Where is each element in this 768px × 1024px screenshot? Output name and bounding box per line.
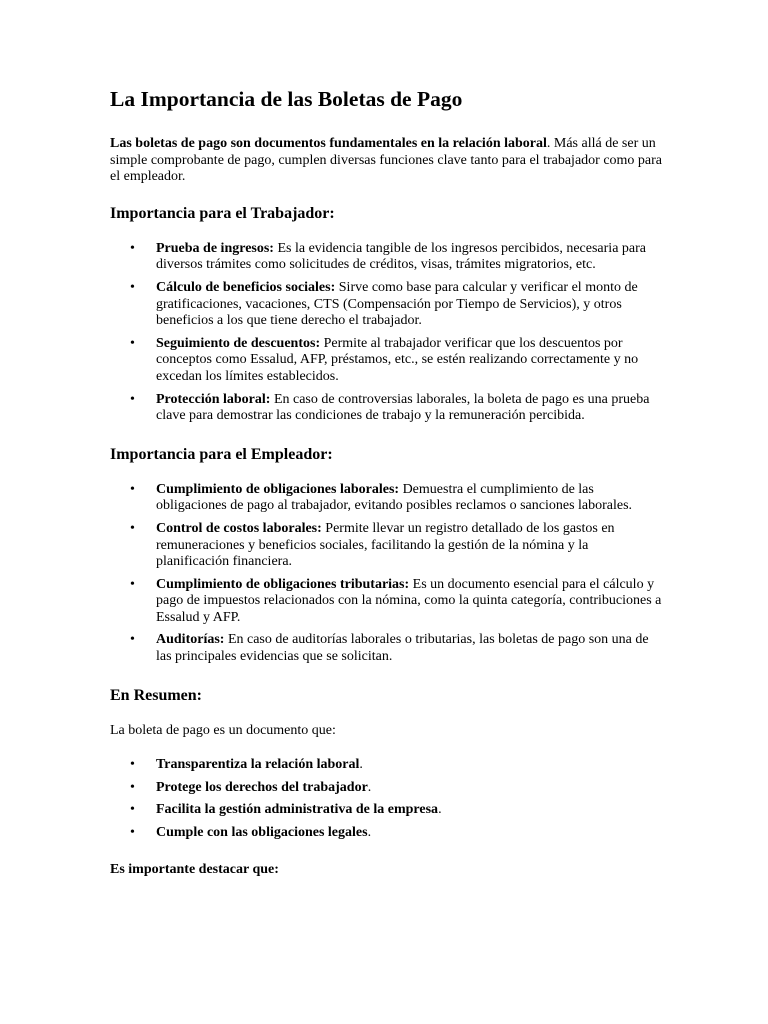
bullet-icon: • [130,240,135,256]
item-text: En caso de auditorías laborales o tributarias, las boletas de pago son una de las principales evidencias que se solicitan. [156,632,649,665]
item-text: Permite al trabajador verificar que los descuentos por conceptos como Essalud, AFP, préstamos, etc., se estén realizando correctamente y no excedan los límites establecidos. [156,335,639,384]
list-item [130,391,662,425]
item-text: Es un documento esencial para el cálculo y pago de impuestos relacionados con la nómina, como la quinta categoría, contribuciones a Essalud y AFP. [156,576,662,625]
bullet-icon: • [130,802,135,818]
summary-heading: En Resumen: [110,686,203,704]
item-bold: Auditorías: [156,632,225,648]
item-bold: Transparentiza la relación laboral [156,757,360,773]
item-bold: Prueba de ingresos: [156,240,274,256]
list-item [130,779,662,797]
bullet-icon: • [130,335,135,351]
bullet-icon: • [130,391,135,407]
document-page [110,86,662,896]
closing-paragraph [110,862,662,879]
item-bold: Control de costos laborales: [156,520,322,536]
document-title: La Importancia de las Boletas de Pago [110,87,463,111]
list-item [130,825,662,842]
summary-lead: La boleta de pago es un documento que: [110,722,336,738]
bullet-icon: • [130,520,135,536]
bullet-icon: • [130,757,135,773]
list-item [130,240,662,274]
intro-paragraph [110,136,662,186]
item-bold: Facilita la gestión administrativa de la empresa [156,802,439,818]
bullet-icon: • [130,632,135,648]
bullet-icon: • [130,279,135,295]
summary-list [110,757,662,841]
item-text: Es la evidencia tangible de los ingresos percibidos, necesaria para diversos trámites como solicitudes de créditos, visas, trámites migratorios, etc. [156,240,646,273]
list-item [130,802,662,819]
item-text: En caso de controversias laborales, la boleta de pago es una prueba clave para demostrar las condiciones de trabajo y la remuneración percibida. [156,391,650,424]
bullet-icon: • [130,481,135,497]
employer-heading: Importancia para el Empleador: [110,445,333,463]
list-item [130,632,662,665]
item-bold: Cumple con las obligaciones legales [156,825,368,841]
item-bold: Protección laboral: [156,391,271,407]
list-item [130,520,662,571]
list-item [130,576,662,627]
employer-list [110,482,662,666]
item-bold: Cumplimiento de obligaciones laborales: [156,481,400,497]
bullet-icon: • [130,779,135,795]
bullet-icon: • [130,825,135,841]
item-bold: Cumplimiento de obligaciones tributarias: [156,576,410,592]
item-bold: Seguimiento de descuentos: [156,335,321,351]
item-text: . [367,779,372,795]
item-text: Permite llevar un registro detallado de los gastos en remuneraciones y beneficios sociales, facilitando la gestión de la nómina y la planificación financiera. [156,520,615,570]
item-bold: Cálculo de beneficios sociales: [156,279,336,295]
list-item [130,481,662,515]
item-text: . [438,802,442,818]
item-bold: Protege los derechos del trabajador [156,779,368,795]
list-item [130,757,662,774]
intro-text: . Más allá de ser un simple comprobante de pago, cumplen diversas funciones clave tanto para el trabajador como para el empleador. [110,136,663,185]
item-text: Sirve como base para calcular y verificar el monto de gratificaciones, vacaciones, CTS (Compensación por Tiempo de Servicios), y otros beneficios a los que tiene derecho el trabajador. [156,279,638,329]
item-text: Demuestra el cumplimiento de las obligaciones de pago al trabajador, evitando posibles reclamos o sanciones laborales. [156,481,633,514]
list-item [130,279,662,330]
item-text: . [359,757,363,773]
list-item [130,335,662,386]
worker-list [110,241,662,425]
bullet-icon: • [130,576,135,592]
closing-bold: Es importante destacar que: [110,861,279,877]
item-text: . [367,825,372,841]
worker-heading: Importancia para el Trabajador: [110,204,335,222]
intro-bold: Las boletas de pago son documentos fundamentales en la relación laboral [110,136,547,151]
